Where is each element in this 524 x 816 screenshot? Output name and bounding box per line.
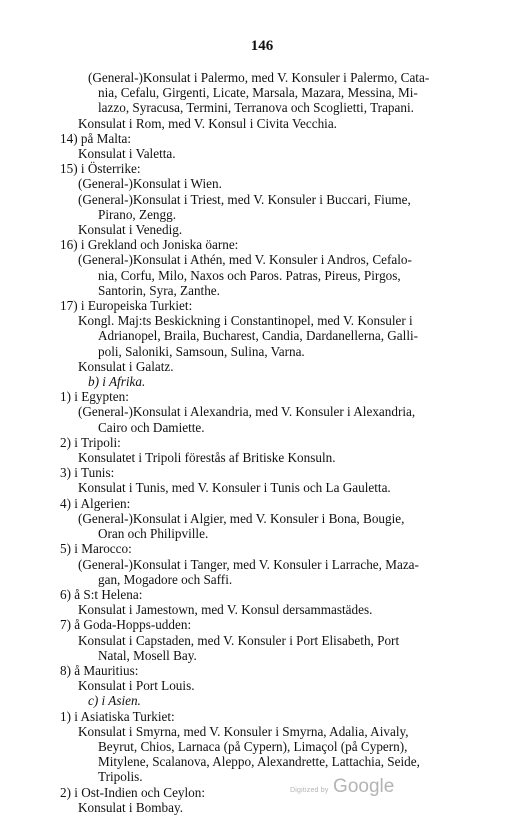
text-line: nia, Cefalu, Girgenti, Licate, Marsala, Mazara, Messina, Mi- <box>98 85 418 101</box>
text-line: (General-)Konsulat i Algier, med V. Konsuler i Bona, Bougie, <box>78 510 405 526</box>
text-line: Konsulat i Venedig. <box>78 222 183 238</box>
page-body <box>60 70 490 815</box>
text-line: 4) i Algerien: <box>60 495 131 511</box>
text-line: 8) å Mauritius: <box>60 662 139 678</box>
text-line: (General-)Konsulat i Triest, med V. Konsuler i Buccari, Fiume, <box>78 191 411 207</box>
text-line: 1) i Egypten: <box>60 389 129 405</box>
text-line: 2) i Ost-Indien och Ceylon: <box>60 784 206 800</box>
text-line: Oran och Philipville. <box>98 526 209 542</box>
text-line: Tripolis. <box>98 769 143 785</box>
text-line: 15) i Österrike: <box>60 161 141 177</box>
text-line: (General-)Konsulat i Alexandria, med V. Konsuler i Alexandria, <box>78 404 416 420</box>
text-line: Adrianopel, Braila, Bucharest, Candia, Dardanellerna, Galli- <box>98 328 419 344</box>
text-line: Konsulat i Galatz. <box>78 358 174 374</box>
google-logo: Google <box>333 776 395 797</box>
text-line: (General-)Konsulat i Athén, med V. Konsuler i Andros, Cefalo- <box>78 252 412 268</box>
text-line: 7) å Goda-Hopps-udden: <box>60 617 192 633</box>
text-line: 3) i Tunis: <box>60 465 115 481</box>
text-line: Cairo och Damiette. <box>98 419 205 435</box>
text-line: Konsulat i Rom, med V. Konsul i Civita Vecchia. <box>78 115 337 131</box>
text-line: (General-)Konsulat i Tanger, med V. Konsuler i Larrache, Maza- <box>78 556 419 572</box>
text-line: 2) i Tripoli: <box>60 434 121 450</box>
section-heading: c) i Asien. <box>88 693 141 709</box>
text-line: Kongl. Maj:ts Beskickning i Constantinopel, med V. Konsuler i <box>78 313 413 329</box>
text-line: 14) på Malta: <box>60 130 132 146</box>
text-line: Konsulat i Tunis, med V. Konsuler i Tunis och La Gauletta. <box>78 480 391 496</box>
text-line: 16) i Grekland och Joniska öarne: <box>60 237 239 253</box>
text-line: 6) å S:t Helena: <box>60 586 143 602</box>
text-line: 17) i Europeiska Turkiet: <box>60 298 193 314</box>
text-line: Konsulat i Port Louis. <box>78 678 195 694</box>
text-line: Konsulatet i Tripoli förestås af Britiske Konsuln. <box>78 450 336 466</box>
text-line: Konsulat i Valetta. <box>78 146 176 162</box>
text-line: gan, Mogadore och Saffi. <box>98 571 233 587</box>
text-line: Pirano, Zengg. <box>98 206 177 222</box>
text-line: 1) i Asiatiska Turkiet: <box>60 708 175 724</box>
text-line: lazzo, Syracusa, Termini, Terranova och Scoglietti, Trapani. <box>98 100 414 116</box>
text-line: Natal, Mosell Bay. <box>98 647 197 663</box>
section-heading: b) i Afrika. <box>88 374 146 390</box>
text-line: Mitylene, Scalanova, Aleppo, Alexandrette, Lattachia, Seide, <box>98 754 420 770</box>
text-line: 5) i Marocco: <box>60 541 132 557</box>
text-line: (General-)Konsulat i Palermo, med V. Konsuler i Palermo, Cata- <box>88 70 430 85</box>
page-number: 146 <box>250 38 274 54</box>
text-line: Konsulat i Jamestown, med V. Konsul dersammastädes. <box>78 602 373 618</box>
text-line: (General-)Konsulat i Wien. <box>78 176 222 192</box>
text-line: Santorin, Syra, Zanthe. <box>98 282 220 298</box>
text-line: Konsulat i Bombay. <box>78 799 184 815</box>
digitized-watermark <box>290 776 394 798</box>
text-line: poli, Saloniki, Samsoun, Sulina, Varna. <box>98 343 305 359</box>
text-line: Konsulat i Smyrna, med V. Konsuler i Smyrna, Adalia, Aivaly, <box>78 723 409 739</box>
digitized-label: Digitized by <box>290 787 329 794</box>
text-line: Konsulat i Capstaden, med V. Konsuler i Port Elisabeth, Port <box>78 632 400 648</box>
text-line: nia, Corfu, Milo, Naxos och Paros. Patras, Pireus, Pirgos, <box>98 267 401 283</box>
text-line: Beyrut, Chios, Larnaca (på Cypern), Limaçol (på Cypern), <box>98 738 408 754</box>
